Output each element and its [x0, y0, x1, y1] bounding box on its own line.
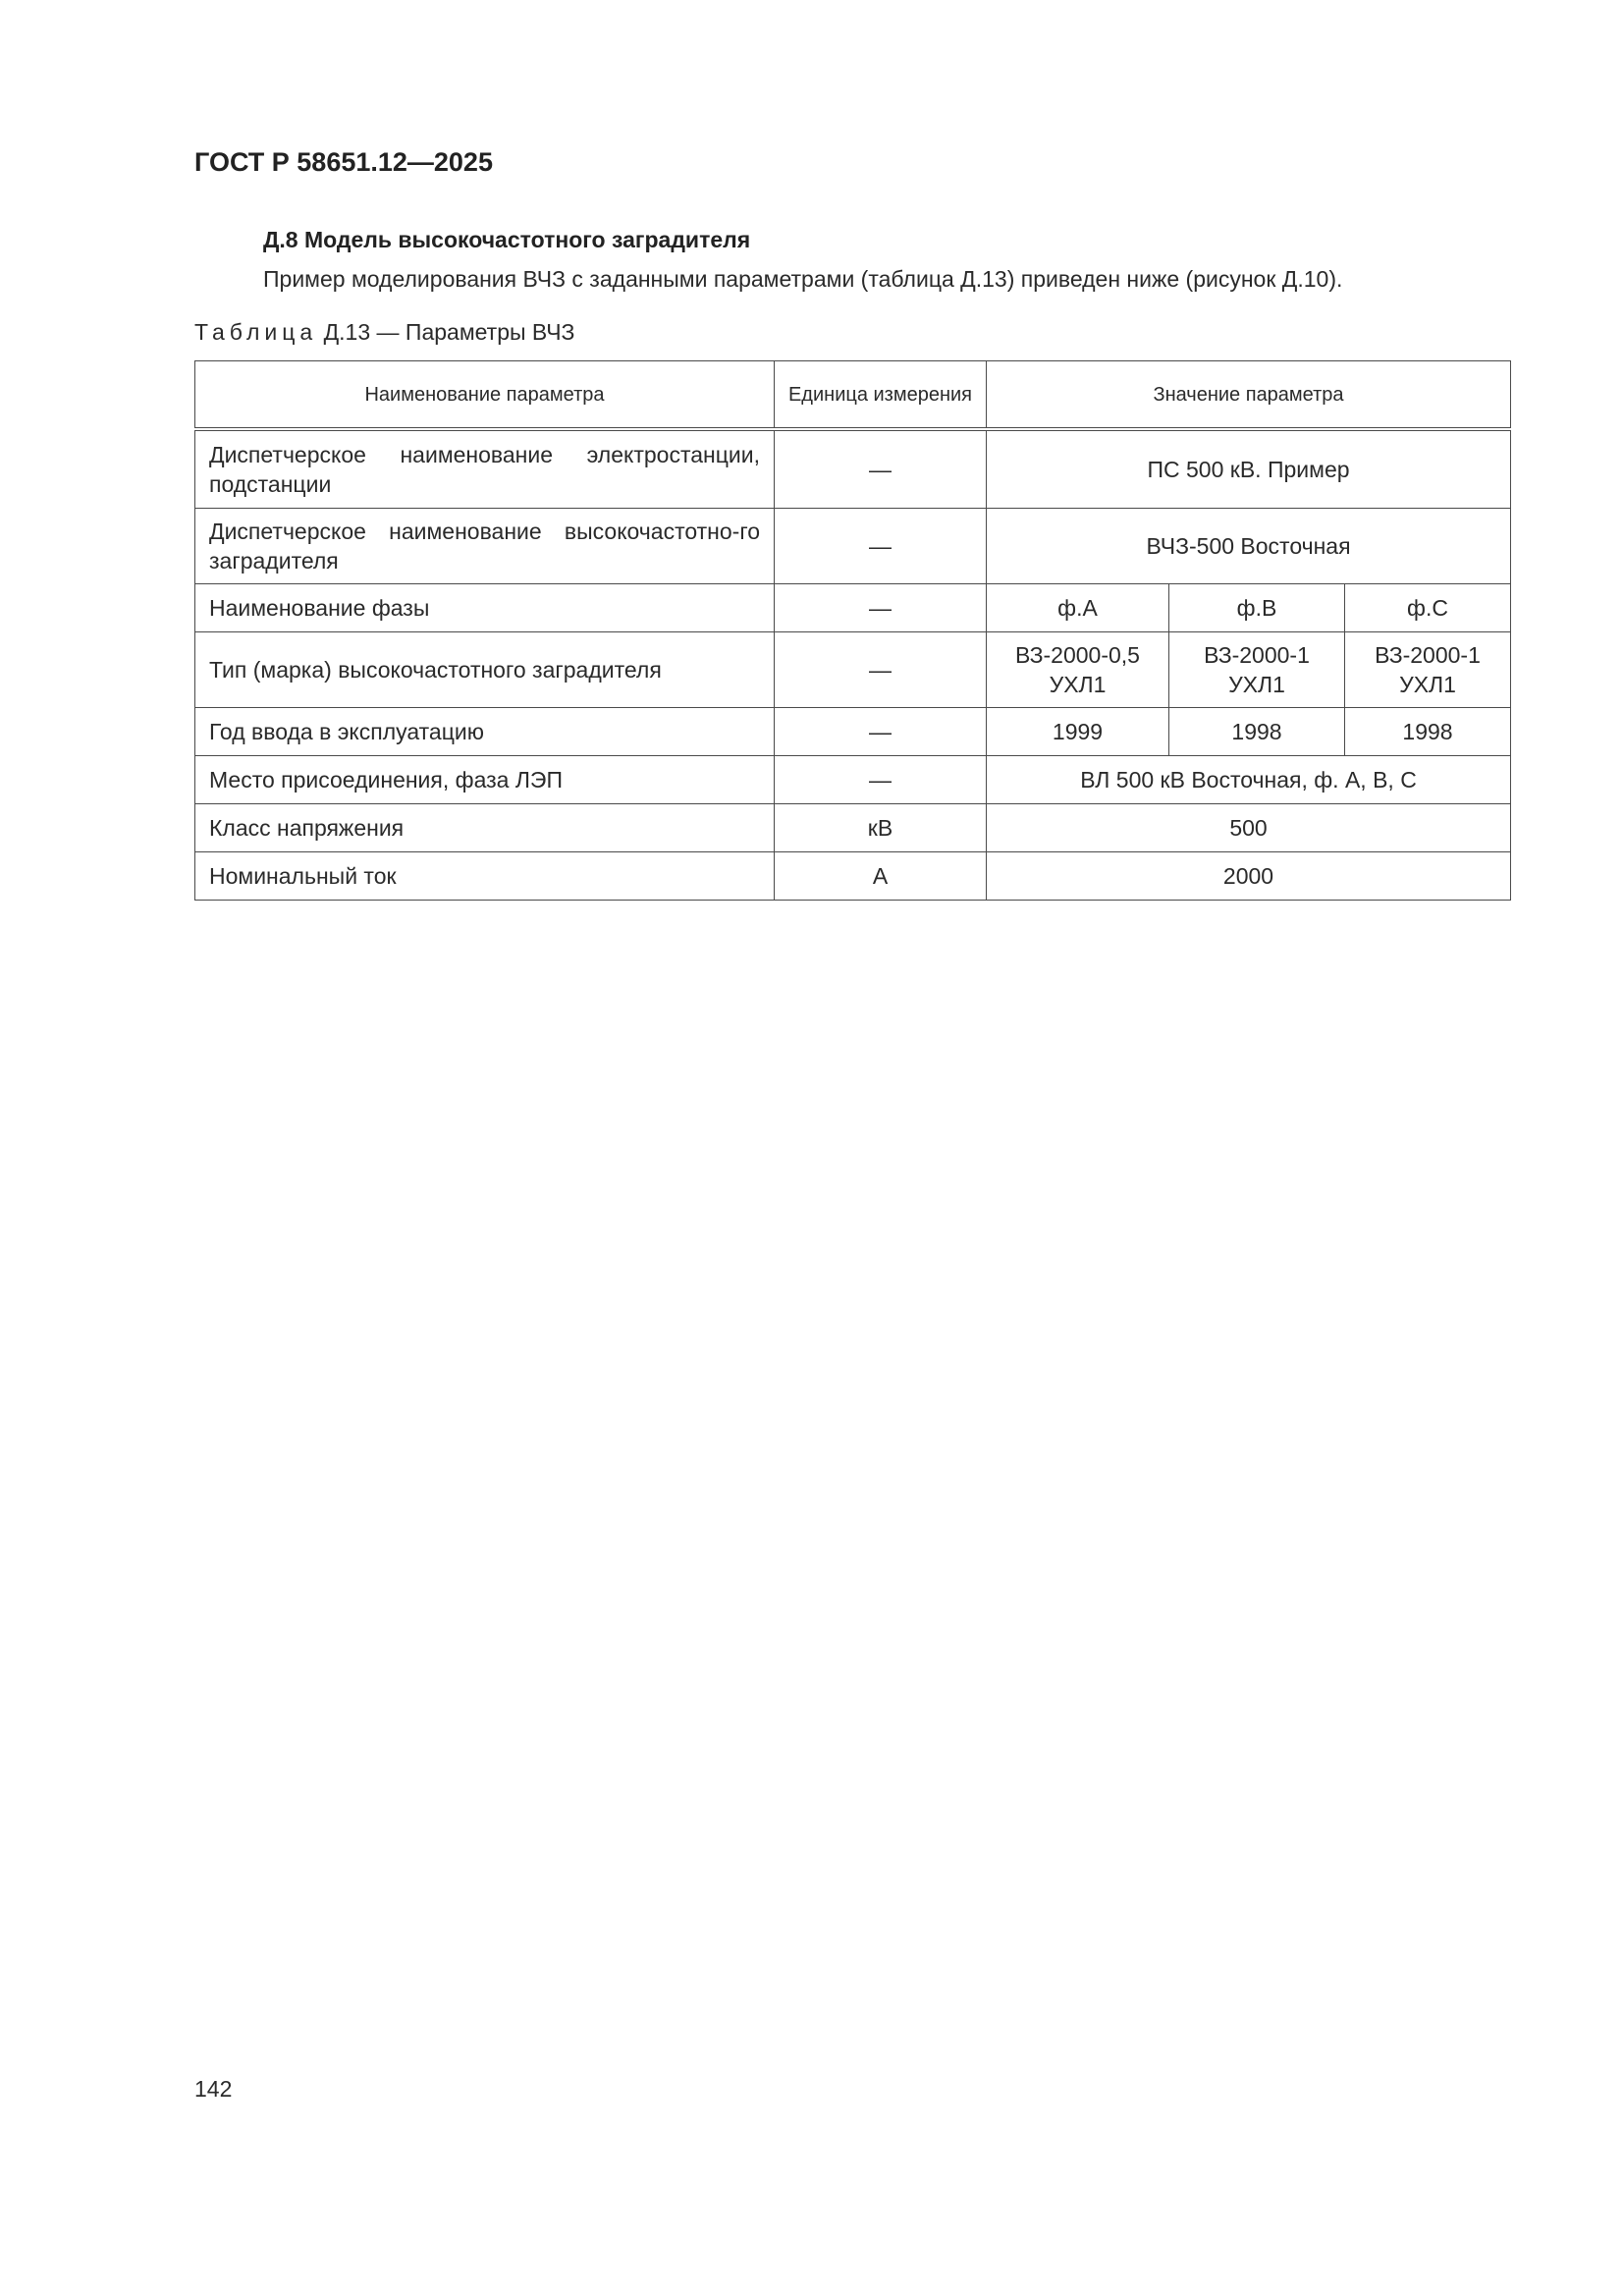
row-phase-c: ВЗ-2000-1 УХЛ1	[1345, 632, 1511, 708]
table-row	[195, 756, 1511, 804]
row-name: Наименование фазы	[195, 584, 775, 632]
table-caption-text: Д.13 — Параметры ВЧЗ	[323, 319, 575, 345]
table-header-row	[195, 361, 1511, 430]
table-row	[195, 852, 1511, 901]
row-phase-c: 1998	[1345, 708, 1511, 756]
document-code: ГОСТ Р 58651.12—2025	[194, 147, 493, 177]
header-name: Наименование параметра	[195, 361, 775, 430]
row-value: 2000	[987, 852, 1511, 901]
row-unit: кВ	[775, 804, 987, 852]
row-value: ПС 500 кВ. Пример	[987, 429, 1511, 509]
header-value: Значение параметра	[987, 361, 1511, 430]
row-phase-b: ф.В	[1169, 584, 1345, 632]
page-number: 142	[194, 2076, 233, 2102]
row-unit: —	[775, 756, 987, 804]
row-value: ВЛ 500 кВ Восточная, ф. А, В, С	[987, 756, 1511, 804]
row-phase-c: ф.С	[1345, 584, 1511, 632]
row-unit: А	[775, 852, 987, 901]
parameters-table	[194, 360, 1511, 901]
row-value: ВЧЗ-500 Восточная	[987, 509, 1511, 584]
row-unit: —	[775, 632, 987, 708]
table-row	[195, 632, 1511, 708]
row-phase-b: ВЗ-2000-1 УХЛ1	[1169, 632, 1345, 708]
row-phase-a: 1999	[987, 708, 1169, 756]
row-name: Тип (марка) высокочастотного заградителя	[195, 632, 775, 708]
row-value: 500	[987, 804, 1511, 852]
table-row	[195, 708, 1511, 756]
table-caption-label: Таблица	[194, 319, 318, 345]
table-row	[195, 429, 1511, 509]
section-heading: Д.8 Модель высокочастотного заградителя	[263, 227, 751, 252]
row-unit: —	[775, 509, 987, 584]
row-name: Диспетчерское наименование электростанции, подстанции	[195, 429, 775, 509]
row-unit: —	[775, 708, 987, 756]
table-row	[195, 804, 1511, 852]
row-phase-a: ф.А	[987, 584, 1169, 632]
row-unit: —	[775, 429, 987, 509]
row-name: Диспетчерское наименование высокочастотно-го заградителя	[195, 509, 775, 584]
row-phase-b: 1998	[1169, 708, 1345, 756]
table-row	[195, 584, 1511, 632]
row-name: Номинальный ток	[195, 852, 775, 901]
row-name: Место присоединения, фаза ЛЭП	[195, 756, 775, 804]
header-unit: Единица измерения	[775, 361, 987, 430]
row-unit: —	[775, 584, 987, 632]
row-phase-a: ВЗ-2000-0,5 УХЛ1	[987, 632, 1169, 708]
row-name: Год ввода в эксплуатацию	[195, 708, 775, 756]
table-caption	[194, 319, 574, 346]
table-row	[195, 509, 1511, 584]
row-name: Класс напряжения	[195, 804, 775, 852]
intro-paragraph: Пример моделирования ВЧЗ с заданными параметрами (таблица Д.13) приведен ниже (рисунок Д.10).	[263, 266, 1343, 292]
